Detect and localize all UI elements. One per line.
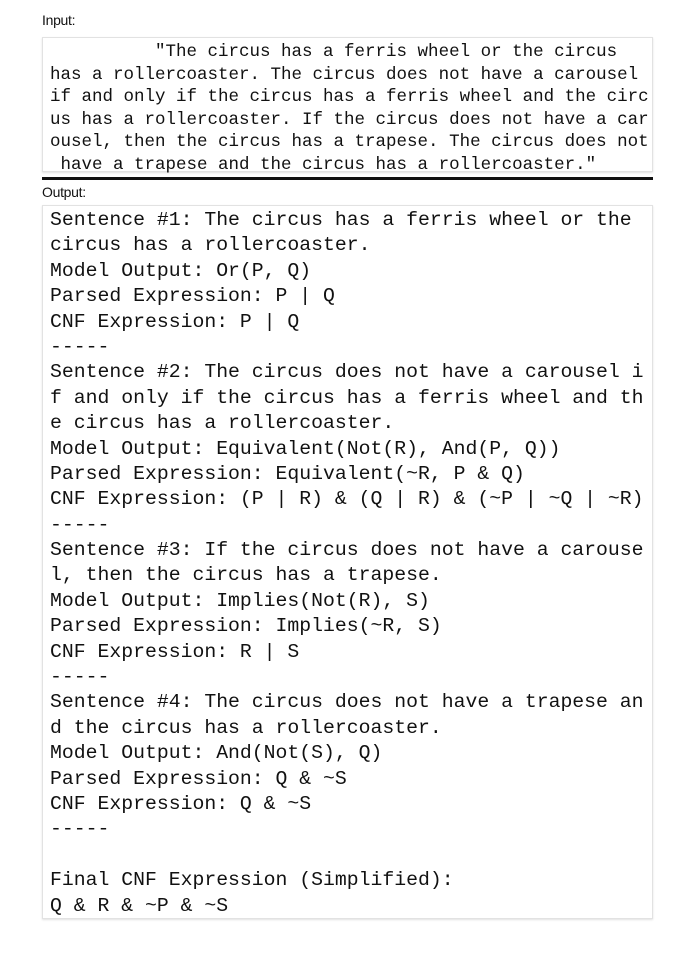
output-line: Sentence #3: If the circus does not have a carouse [50, 539, 644, 562]
input-line: ousel, then the circus has a trapese. The circus does not [50, 132, 649, 153]
output-line: f and only if the circus has a ferris wheel and th [50, 386, 644, 409]
output-line: Model Output: Implies(Not(R), S) [50, 589, 430, 612]
output-label: Output: [42, 184, 86, 200]
output-line: ----- [50, 513, 110, 536]
output-line: Q & R & ~P & ~S [50, 894, 229, 917]
output-line: CNF Expression: (P | R) & (Q | R) & (~P | ~Q | ~R) [50, 488, 644, 511]
input-text-box [42, 37, 653, 175]
output-line: Sentence #2: The circus does not have a carousel i [50, 361, 644, 384]
output-line: Parsed Expression: P | Q [50, 285, 335, 308]
output-line: ----- [50, 666, 110, 689]
output-line: CNF Expression: R | S [50, 640, 300, 663]
output-line: l, then the circus has a trapese. [50, 564, 442, 587]
input-line: us has a rollercoaster. If the circus does not have a car [50, 109, 649, 130]
output-line: e circus has a rollercoaster. [50, 412, 395, 435]
input-line: if and only if the circus has a ferris wheel and the circ [50, 87, 649, 108]
output-line: Sentence #1: The circus has a ferris wheel or the [50, 209, 632, 231]
output-text-box [42, 205, 653, 919]
output-line: Model Output: And(Not(S), Q) [50, 742, 383, 765]
output-line: ----- [50, 335, 110, 358]
input-line: have a trapese and the circus has a rollercoaster." [50, 154, 597, 175]
output-line: Model Output: Or(P, Q) [50, 259, 312, 282]
output-line: Model Output: Equivalent(Not(R), And(P, Q)) [50, 437, 561, 460]
output-line: d the circus has a rollercoaster. [50, 716, 442, 739]
input-label: Input: [42, 12, 76, 28]
output-line: circus has a rollercoaster. [50, 234, 371, 257]
input-line: "The circus has a ferris wheel or the circus [50, 42, 618, 62]
output-line: ----- [50, 818, 110, 841]
output-line: Sentence #4: The circus does not have a trapese an [50, 691, 644, 714]
input-line: has a rollercoaster. The circus does not have a carousel [50, 64, 639, 85]
output-line: Final CNF Expression (Simplified): [50, 869, 454, 892]
section-divider [42, 177, 653, 180]
output-line: CNF Expression: Q & ~S [50, 792, 312, 815]
output-line: CNF Expression: P | Q [50, 310, 300, 333]
output-line [50, 843, 652, 868]
output-line: Parsed Expression: Implies(~R, S) [50, 615, 442, 638]
output-line: Parsed Expression: Q & ~S [50, 767, 347, 790]
output-line: Parsed Expression: Equivalent(~R, P & Q) [50, 462, 525, 485]
